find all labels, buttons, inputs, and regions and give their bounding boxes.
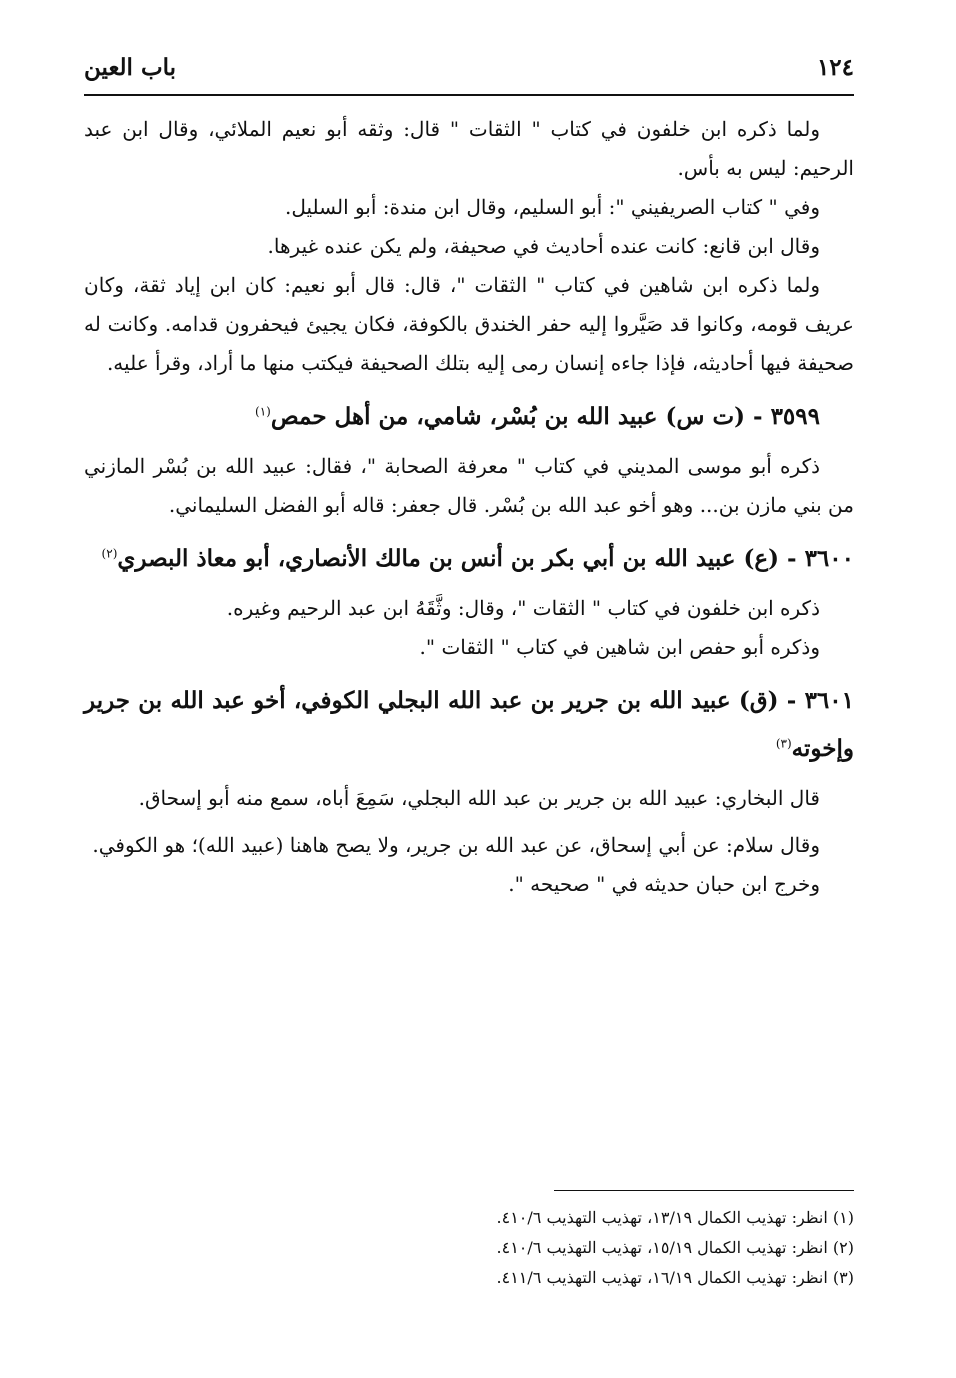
entry-number: ٣٦٠١: [804, 687, 854, 714]
paragraph: ذكره ابن خلفون في كتاب " الثقات "، وقال: وثَّقَهُ ابن عبد الرحيم وغيره.: [226, 596, 820, 620]
paragraph: وفي " كتاب الصريفيني ": أبو السليم، وقال ابن مندة: أبو السليل.: [284, 195, 820, 219]
page-body: [84, 96, 854, 904]
entry-number: ٣٥٩٩: [770, 403, 820, 430]
entry-number: ٣٦٠٠: [804, 545, 854, 572]
running-head: [84, 50, 854, 96]
book-page: [84, 50, 854, 1350]
entry-heading-3600: [84, 535, 854, 583]
entry-heading-3601: [84, 677, 854, 773]
footnote-separator: [554, 1190, 854, 1191]
paragraph: وقال سلام: عن أبي إسحاق، عن عبد الله بن جرير، ولا يصح هاهنا (عبيد الله)؛ هو الكوفي.: [92, 833, 820, 857]
footnotes: [84, 1190, 854, 1293]
entry-heading-3599: [84, 393, 854, 441]
footnote-ref: (٢): [101, 546, 118, 561]
paragraph: ولما ذكره ابن شاهين في كتاب " الثقات "، قال: قال أبو نعيم: كان ابن إياد ثقة، وكان عريف قومه، وكانوا قد صَيَّروا إليه حفر الخندق بالكوفة، فكان يجيئ فيحفرون قدامه. وكانت له صحيفة فيها أحاديثه، فإذا جاءه إنسان رمى إليه بتلك الصحيفة فيكتب منها ما أراد، وقرأ عليه.: [84, 273, 854, 375]
paragraph: ولما ذكره ابن خلفون في كتاب " الثقات " قال: وثقه أبو نعيم الملائي، وقال ابن عبد الرحيم: ليس به بأس.: [84, 117, 854, 180]
paragraph: وقال ابن قانع: كانت عنده أحاديث في صحيفة، ولم يكن عنده غيرها.: [267, 234, 820, 258]
footnote: (١) انظر: تهذيب الكمال ١٣/١٩، تهذيب التهذيب ٤١٠/٦.: [496, 1208, 854, 1227]
footnote-ref: (١): [255, 404, 271, 419]
chapter-title: باب العين: [84, 54, 177, 81]
footnote: (٣) انظر: تهذيب الكمال ١٦/١٩، تهذيب التهذيب ٤١١/٦.: [496, 1268, 854, 1287]
paragraph: قال البخاري: عبيد الله بن جرير بن عبد الله البجلي، سَمِعَ أباه، سمع منه أبو إسحاق.: [138, 786, 820, 810]
paragraph: وذكره أبو حفص ابن شاهين في كتاب " الثقات ".: [419, 635, 820, 659]
entry-title: - (ع) عبيد الله بن أبي بكر بن أنس بن مالك الأنصاري، أبو معاذ البصري: [117, 545, 805, 572]
footnote-ref: (٣): [775, 736, 792, 751]
paragraph: ذكره أبو موسى المديني في كتاب " معرفة الصحابة "، فقال: عبيد الله بن بُسْر المازني من بني مازن بن... وهو أخو عبد الله بن بُسْر. قال جعفر: قاله أبو الفضل السليماني.: [84, 454, 854, 517]
footnote: (٢) انظر: تهذيب الكمال ١٥/١٩، تهذيب التهذيب ٤١٠/٦.: [496, 1238, 854, 1257]
entry-title: - (ت س) عبيد الله بن بُسْر، شامي، من أهل حمص: [270, 403, 771, 430]
entry-title: - (ق) عبيد الله بن جرير بن عبد الله البجلي الكوفي، أخو عبد الله بن جرير وإخوته: [84, 687, 854, 762]
paragraph: وخرج ابن حبان حديثه في " صحيحه ".: [508, 872, 820, 896]
page-number: ١٢٤: [816, 54, 854, 81]
